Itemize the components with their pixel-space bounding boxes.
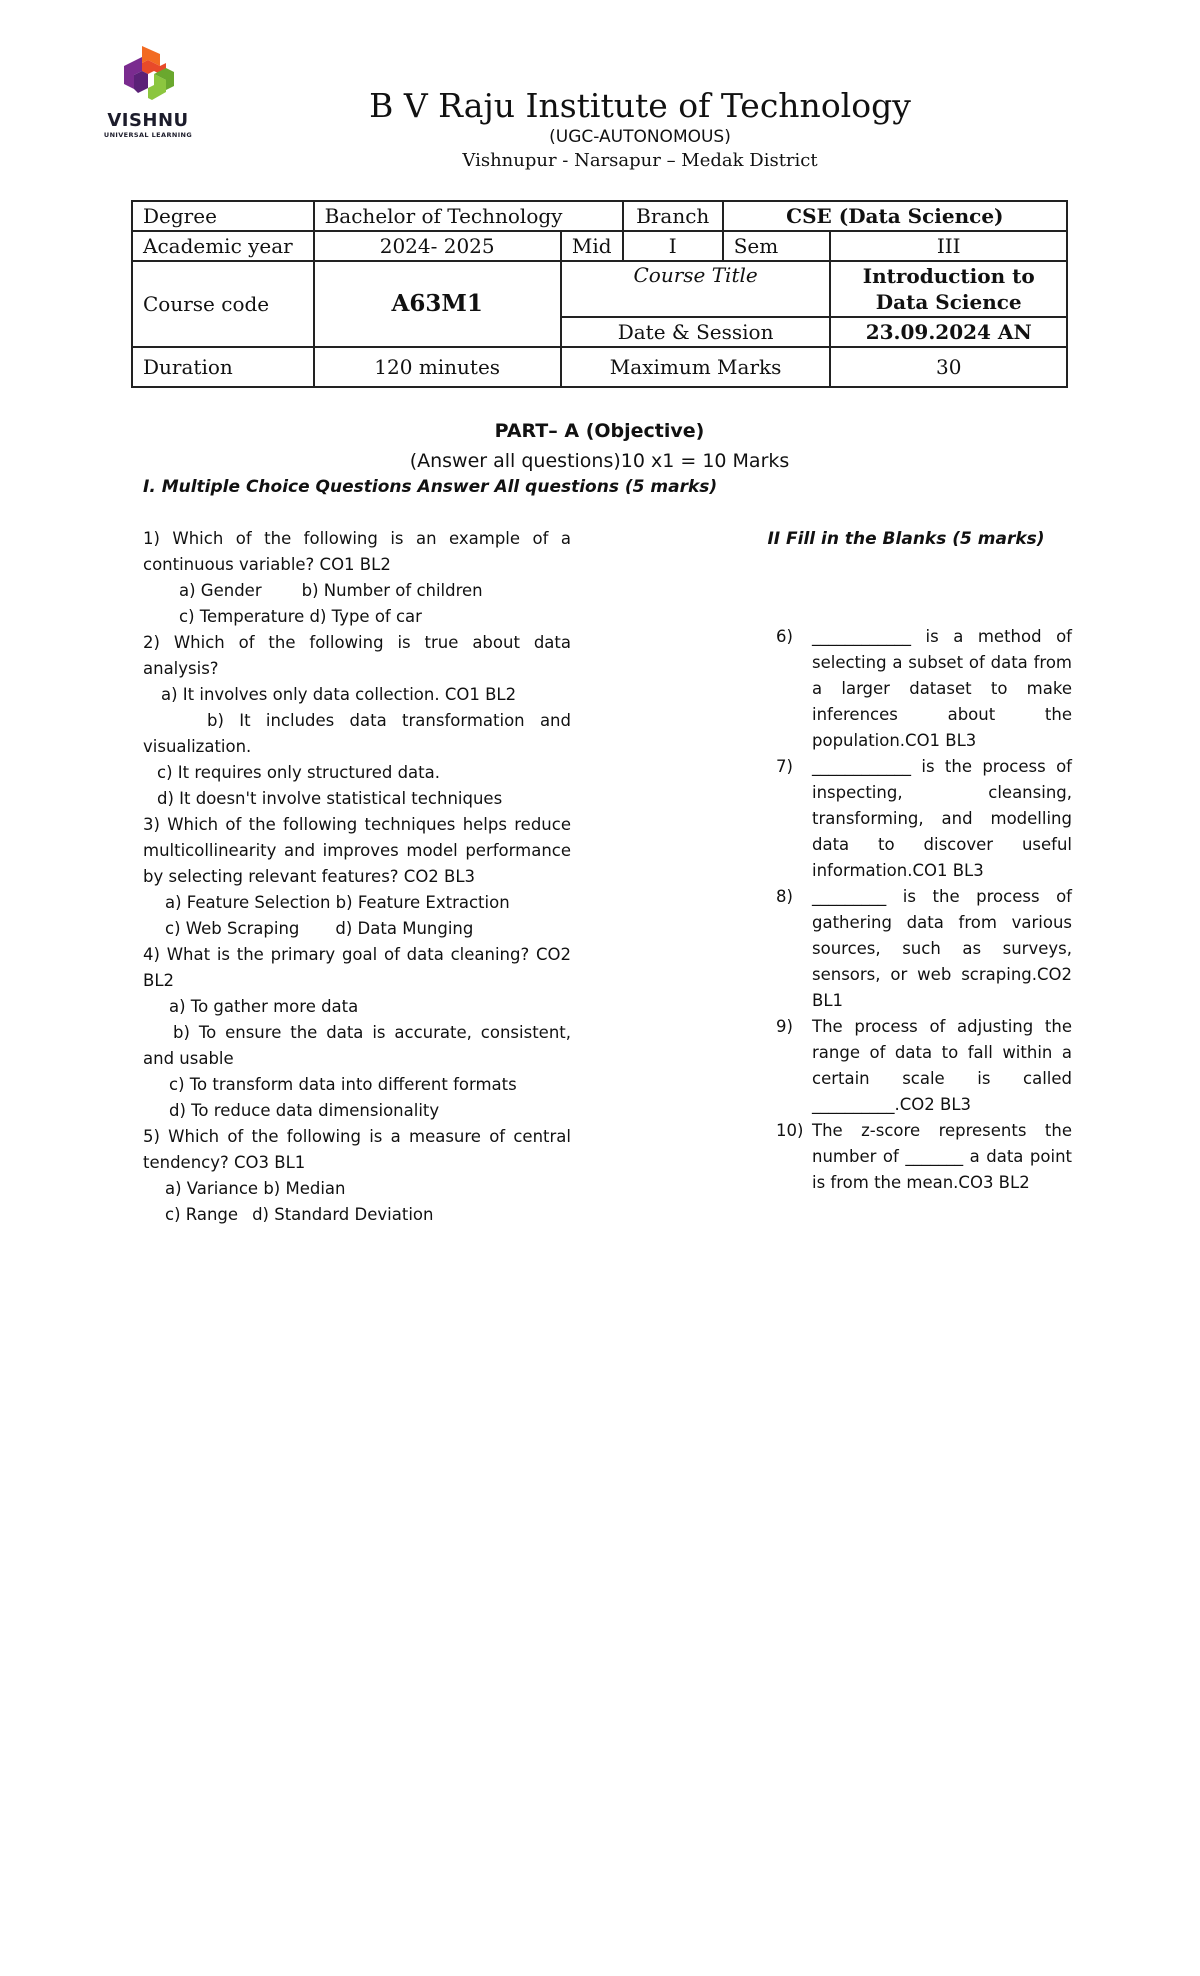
- item-number: 8): [776, 887, 793, 906]
- course-title-label: Course Title: [561, 261, 831, 317]
- part-a-title: PART– A (Objective): [494, 420, 705, 442]
- fill-blank-item: [776, 754, 1072, 884]
- max-marks-label: Maximum Marks: [561, 347, 831, 387]
- course-code-label: Course code: [132, 261, 314, 347]
- option-b: b) Number of children: [301, 581, 483, 600]
- duration-label: Duration: [132, 347, 314, 387]
- fill-blank-item: [776, 1014, 1072, 1118]
- item-text: _________ is the process of gathering data from various sources, such as surveys, sensors, or web scraping.CO2 BL1: [812, 887, 1072, 1010]
- branch-label: Branch: [623, 201, 723, 231]
- item-text: The process of adjusting the range of data to fall within a certain scale is called __________.CO2 BL3: [812, 1017, 1072, 1114]
- question-1: 1) Which of the following is an example of a continuous variable? CO1 BL2: [143, 529, 571, 574]
- institute-header: [340, 86, 940, 174]
- option-cd: c) Temperature d) Type of car: [179, 607, 422, 626]
- mcq-section-title: I. Multiple Choice Questions Answer All questions (5 marks): [143, 477, 718, 497]
- option-c: c) To transform data into different formats: [169, 1075, 517, 1094]
- option-b: b) To ensure the data is accurate, consistent, and usable: [143, 1023, 571, 1068]
- academic-year-value: 2024- 2025: [314, 231, 561, 261]
- degree-label: Degree: [132, 201, 314, 231]
- option-a: a) To gather more data: [169, 997, 359, 1016]
- item-number: 9): [776, 1017, 793, 1036]
- table-row: [132, 261, 1067, 317]
- sem-label: Sem: [723, 231, 831, 261]
- question-4: 4) What is the primary goal of data cleaning? CO2 BL2: [143, 945, 571, 990]
- option-d: d) Data Munging: [335, 919, 474, 938]
- option-d: d) To reduce data dimensionality: [169, 1101, 440, 1120]
- part-a-subtitle: (Answer all questions)10 x1 = 10 Marks: [409, 450, 790, 472]
- fill-blank-list: [776, 624, 1072, 1196]
- table-row: [132, 231, 1067, 261]
- date-session-value: 23.09.2024 AN: [830, 317, 1067, 347]
- option-d: d) It doesn't involve statistical techniques: [157, 789, 503, 808]
- option-c: c) Range: [165, 1205, 239, 1224]
- option-ab: a) Feature Selection b) Feature Extraction: [165, 893, 510, 912]
- question-3-options: [143, 916, 571, 942]
- mid-label: Mid: [561, 231, 623, 261]
- item-number: 6): [776, 627, 793, 646]
- date-session-label: Date & Session: [561, 317, 831, 347]
- option-b: b) It includes data transformation and visualization.: [143, 711, 571, 756]
- degree-value: Bachelor of Technology: [314, 201, 623, 231]
- fib-section-title: II Fill in the Blanks (5 marks): [767, 529, 1045, 549]
- academic-year-label: Academic year: [132, 231, 314, 261]
- option-d: d) Standard Deviation: [252, 1205, 434, 1224]
- item-text: ____________ is the process of inspecting, cleansing, transforming, and modelling data to discover useful information.CO1 BL3: [812, 757, 1072, 880]
- course-title-value: Introduction to Data Science: [830, 261, 1067, 317]
- option-c: c) Web Scraping: [165, 919, 300, 938]
- logo-word: VISHNU: [107, 110, 189, 131]
- option-a: a) It involves only data collection. CO1 BL2: [161, 685, 517, 704]
- question-3: 3) Which of the following techniques helps reduce multicollinearity and improves model performance by selecting relevant features? CO2 BL3: [143, 815, 571, 886]
- exam-info-table: [131, 200, 1068, 388]
- fill-blank-item: [776, 1118, 1072, 1196]
- option-ab: a) Variance b) Median: [165, 1179, 346, 1198]
- item-number: 7): [776, 757, 793, 776]
- question-5-options: [143, 1202, 571, 1228]
- fill-blank-item: [776, 624, 1072, 754]
- question-5: 5) Which of the following is a measure of central tendency? CO3 BL1: [143, 1127, 571, 1172]
- duration-value: 120 minutes: [314, 347, 561, 387]
- item-number: 10): [776, 1121, 804, 1140]
- institute-location: Vishnupur - Narsapur – Medak District: [462, 150, 818, 171]
- question-1-options: [143, 578, 571, 604]
- logo-tagline: UNIVERSAL LEARNING: [103, 131, 193, 139]
- mid-value: I: [623, 231, 723, 261]
- part-a-header: [131, 416, 1068, 476]
- fill-blank-item: [776, 884, 1072, 1014]
- mcq-list: [143, 526, 571, 1228]
- institution-logo: [100, 44, 196, 154]
- item-text: ____________ is a method of selecting a subset of data from a larger dataset to make inferences about the population.CO1 BL3: [812, 627, 1072, 750]
- branch-value: CSE (Data Science): [723, 201, 1067, 231]
- sem-value: III: [830, 231, 1067, 261]
- institute-status: (UGC-AUTONOMOUS): [549, 127, 731, 147]
- max-marks-value: 30: [830, 347, 1067, 387]
- vishnu-logo-icon: [116, 44, 180, 108]
- course-code-value: A63M1: [314, 261, 561, 347]
- table-row: [132, 347, 1067, 387]
- question-2: 2) Which of the following is true about data analysis?: [143, 633, 571, 678]
- option-c: c) It requires only structured data.: [157, 763, 440, 782]
- option-a: a) Gender: [179, 581, 262, 600]
- table-row: [132, 201, 1067, 231]
- item-text: The z-score represents the number of _______ a data point is from the mean.CO3 BL2: [812, 1121, 1072, 1192]
- institute-name: B V Raju Institute of Technology: [369, 86, 911, 125]
